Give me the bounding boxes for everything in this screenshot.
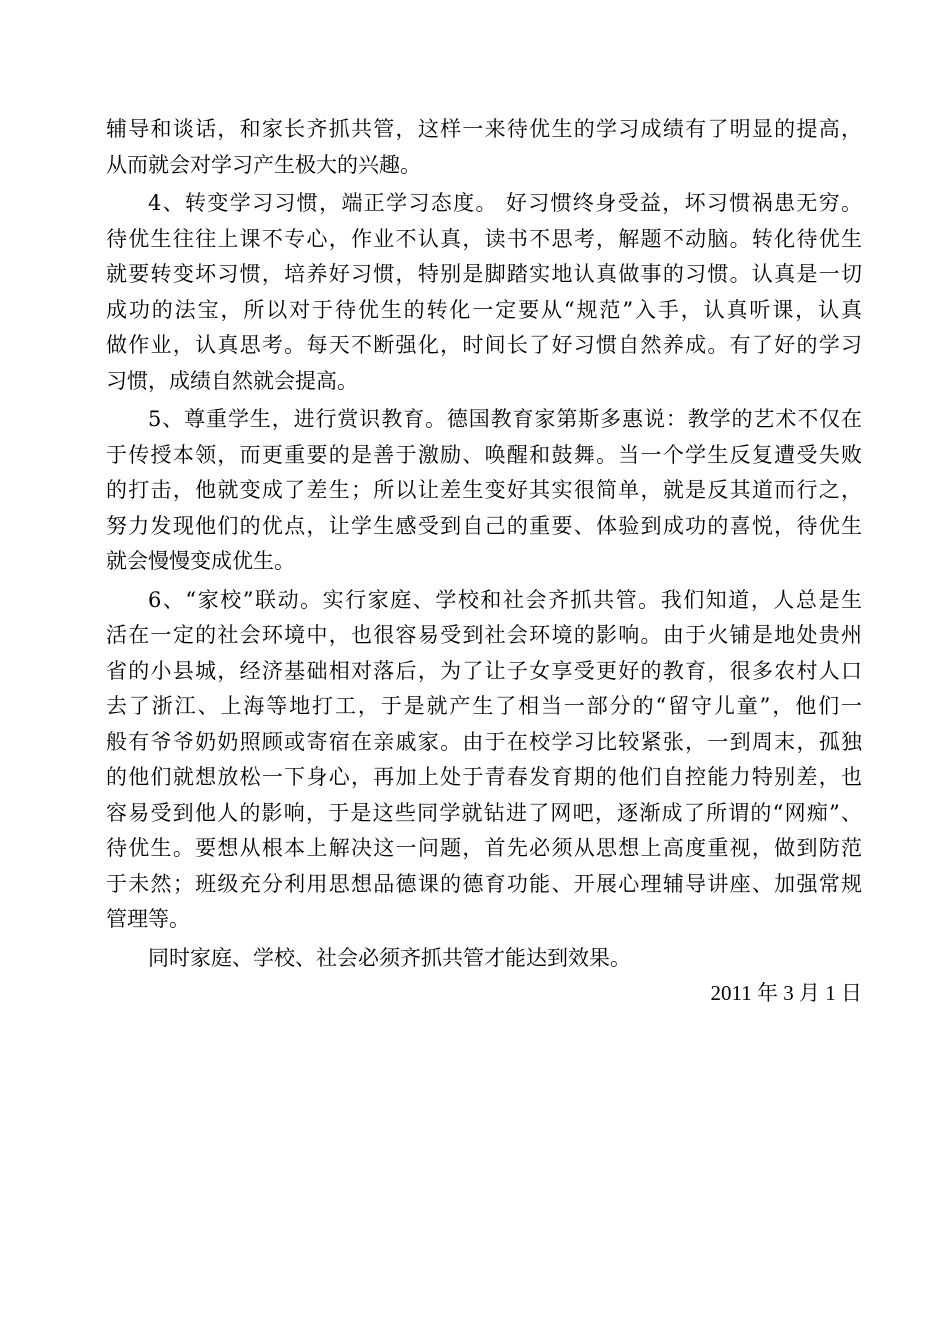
text-line: 努力发现他们的优点，让学生感受到自己的重要、体验到成功的喜悦，待优生: [106, 513, 862, 538]
paragraph-item-5: [106, 402, 862, 580]
document-body: [106, 112, 862, 1012]
text-line: 6、“家校”联动。实行家庭、学校和社会齐抓共管。我们知道，人总是生: [148, 587, 862, 612]
document-date: 2011 年 3 月 1 日: [710, 981, 862, 1005]
text-line: 活在一定的社会环境中，也很容易受到社会环境的影响。由于火铺是地处贵州: [106, 623, 862, 647]
text-line: 省的小县城，经济基础相对落后，为了让子女享受更好的教育，很多农村人口: [106, 658, 862, 683]
text-line: 的他们就想放松一下身心，再加上处于青春发育期的他们自控能力特别差，也: [106, 765, 862, 789]
text-line: 于未然；班级充分利用思想品德课的德育功能、开展心理辅导讲座、加强常规: [106, 871, 862, 896]
paragraph-conclusion: [106, 941, 862, 977]
paragraph-item-4: [106, 186, 862, 399]
text-line: 去了浙江、上海等地打工，于是就产生了相当一部分的“留守儿童”，他们一: [106, 694, 862, 718]
text-line: 同时家庭、学校、社会必须齐抓共管才能达到效果。: [148, 945, 631, 970]
text-line: 习惯，成绩自然就会提高。: [106, 368, 358, 393]
text-line: 5、尊重学生，进行赏识教育。德国教育家第斯多惠说：教学的艺术不仅在: [148, 407, 862, 431]
text-line: 做作业，认真思考。每天不断强化，时间长了好习惯自然养成。有了好的学习: [106, 333, 862, 357]
paragraph-continued: [106, 112, 862, 183]
text-line: 待优生。要想从根本上解决这一问题，首先必须从思想上高度重视，做到防范: [106, 836, 862, 860]
text-line: 从而就会对学习产生极大的兴趣。: [106, 152, 421, 177]
text-line: 辅导和谈话，和家长齐抓共管，这样一来待优生的学习成绩有了明显的提高，: [106, 117, 862, 141]
text-line: 容易受到他人的影响，于是这些同学就钻进了网吧，逐渐成了所谓的“网痴”、: [106, 800, 862, 825]
text-line: 于传授本领，而更重要的是善于激励、唤醒和鼓舞。当一个学生反复遭受失败: [106, 442, 862, 467]
text-line: 就会慢慢变成优生。: [106, 549, 295, 573]
text-line: 4、转变学习习惯，端正学习态度。 好习惯终身受益，坏习惯祸患无穷。: [148, 191, 862, 215]
text-line: 成功的法宝，所以对于待优生的转化一定要从“规范”入手，认真听课，认真: [106, 297, 862, 322]
text-line: 管理等。: [106, 907, 190, 931]
text-line: 就要转变坏习惯，培养好习惯，特别是脚踏实地认真做事的习惯。认真是一切: [106, 262, 862, 286]
text-line: 的打击，他就变成了差生；所以让差生变好其实很简单，就是反其道而行之，: [106, 478, 862, 502]
text-line: 般有爷爷奶奶照顾或寄宿在亲戚家。由于在校学习比较紧张，一到周末，孤独: [106, 729, 862, 754]
text-line: 待优生往往上课不专心，作业不认真，读书不思考，解题不动脑。转化待优生: [106, 226, 862, 251]
paragraph-item-6: [106, 583, 862, 938]
